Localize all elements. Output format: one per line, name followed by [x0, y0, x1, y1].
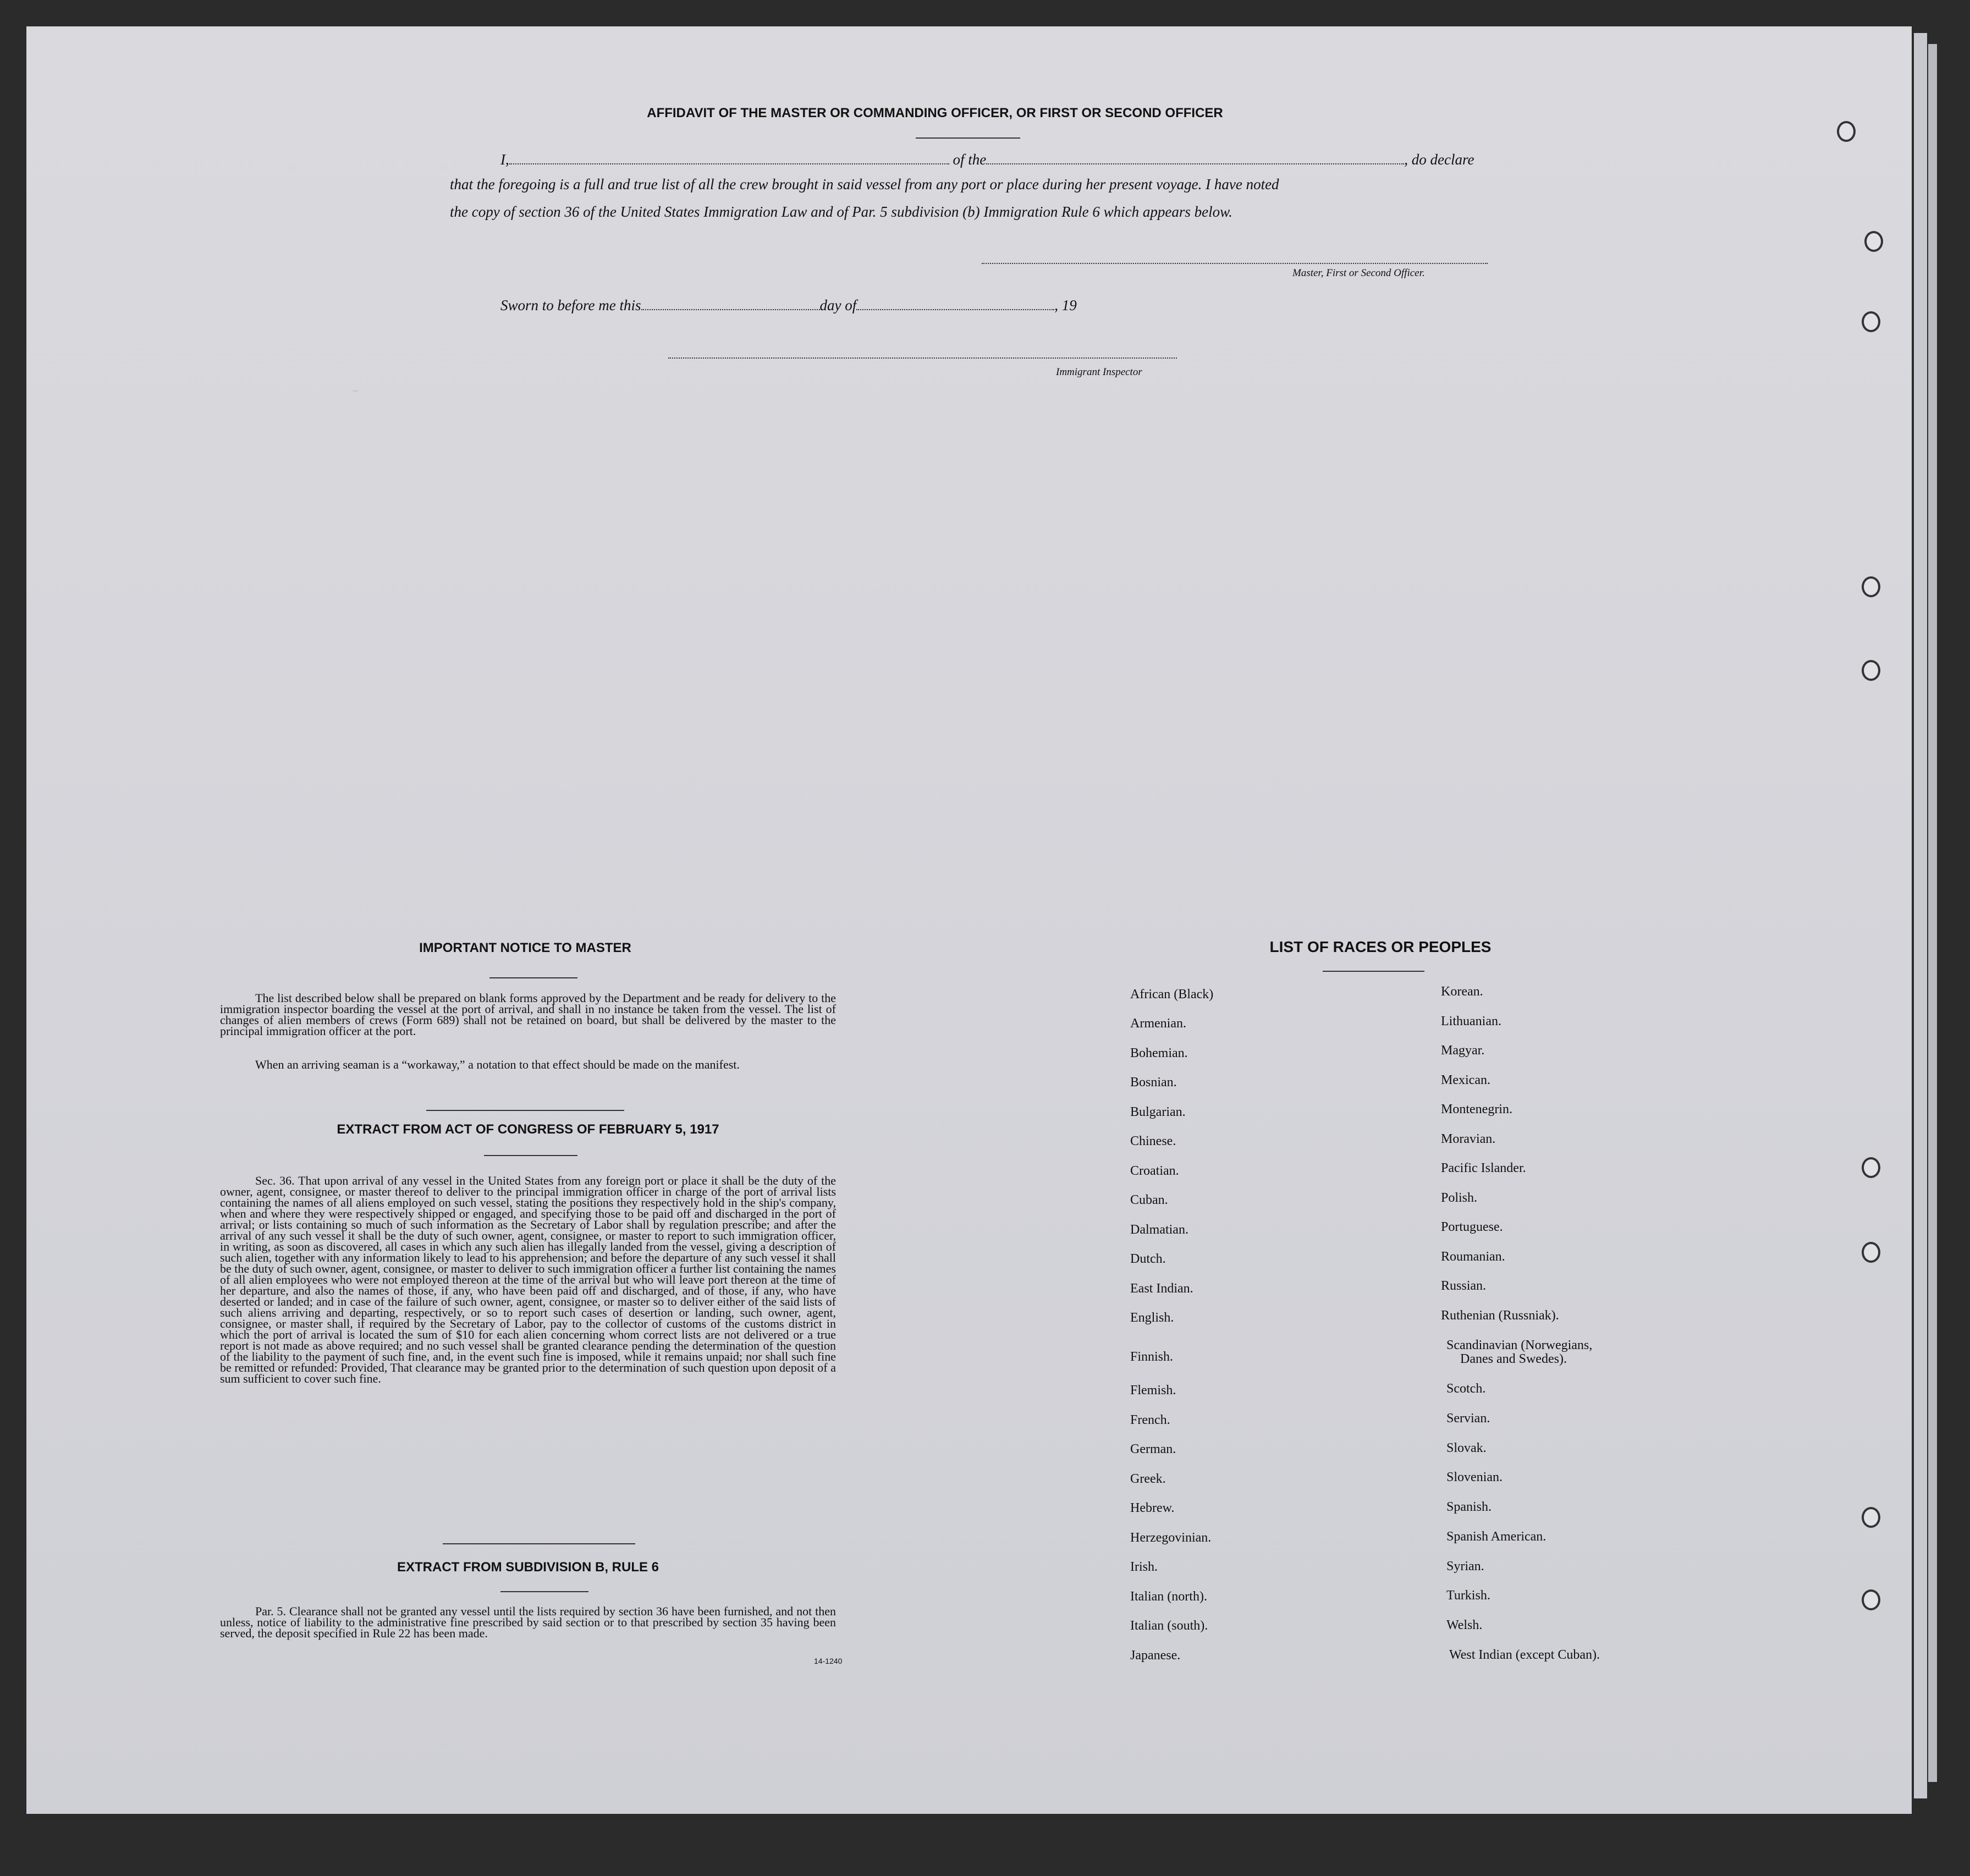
race-item: Bohemian. — [1130, 1046, 1188, 1060]
race-item: Dutch. — [1130, 1252, 1166, 1266]
race-item: Cuban. — [1130, 1193, 1168, 1207]
sworn-line — [500, 297, 1077, 314]
inspector-label: Immigrant Inspector — [1056, 366, 1142, 378]
page-edge — [1914, 33, 1927, 1798]
affidavit-line-1-suffix: , do declare — [1404, 151, 1474, 168]
extract-act-title: EXTRACT FROM ACT OF CONGRESS OF FEBRUARY 5, 1917 — [337, 1122, 719, 1137]
race-item: Japanese. — [1130, 1648, 1181, 1663]
race-item: Chinese. — [1130, 1134, 1176, 1148]
race-item: Greek. — [1130, 1472, 1166, 1486]
race-item: English. — [1130, 1311, 1174, 1325]
race-item: Finnish. — [1130, 1350, 1174, 1364]
extract-rule-title: EXTRACT FROM SUBDIVISION B, RULE 6 — [397, 1560, 659, 1575]
race-item: Bosnian. — [1130, 1075, 1177, 1090]
race-item: Spanish. — [1446, 1500, 1492, 1514]
divider — [484, 1155, 577, 1156]
race-item: Italian (south). — [1130, 1619, 1208, 1633]
race-item: Herzegovinian. — [1130, 1531, 1212, 1545]
vessel-blank — [986, 161, 1404, 164]
race-item: Lithuanian. — [1441, 1014, 1501, 1028]
form-number: 14-1240 — [814, 1657, 843, 1665]
divider — [443, 1543, 635, 1544]
affidavit-line-1-of: of the — [953, 151, 987, 168]
inspector-signature-line — [668, 357, 1177, 359]
race-item: Syrian. — [1446, 1559, 1484, 1574]
divider — [489, 977, 577, 978]
race-item: Danes and Swedes). — [1460, 1352, 1567, 1366]
binder-hole — [1837, 121, 1856, 142]
sworn-year: , 19 — [1054, 297, 1077, 313]
affidavit-line-1 — [500, 151, 1474, 168]
affidavit-title: AFFIDAVIT OF THE MASTER OR COMMANDING OFFICER, OR FIRST OR SECOND OFFICER — [647, 106, 1223, 120]
race-item: Bulgarian. — [1130, 1105, 1186, 1119]
race-item: West Indian (except Cuban). — [1449, 1648, 1600, 1662]
race-item: Welsh. — [1446, 1618, 1483, 1632]
sworn-day: day of — [819, 297, 857, 313]
race-item: Scandinavian (Norwegians, — [1446, 1338, 1593, 1352]
sworn-date-blank — [641, 307, 820, 310]
divider — [500, 1591, 588, 1592]
race-item: Scotch. — [1446, 1382, 1486, 1396]
race-item: Pacific Islander. — [1441, 1161, 1526, 1175]
notice-paragraph-2: When an arriving seaman is a “workaway,” a notation to that effect should be made on the manifest. — [255, 1058, 740, 1071]
race-item: East Indian. — [1130, 1281, 1193, 1296]
race-item: Korean. — [1441, 984, 1483, 999]
extract-rule-text: Par. 5. Clearance shall not be granted any vessel until the lists required by section 36 have been furnished, and not then unless, notice of liability to the administrative fine prescribed by said section or to that prescribed by section 35 having been served, the deposit specified in Rule 22 has been made. — [220, 1604, 836, 1640]
divider — [1323, 971, 1424, 972]
affidavit-line-3: the copy of section 36 of the United States Immigration Law and of Par. 5 subdivision (b) Immigration Rule 6 which appears below. — [450, 203, 1232, 220]
binder-hole — [1862, 1242, 1880, 1263]
race-item: Slovak. — [1446, 1441, 1487, 1455]
race-item: Italian (north). — [1130, 1589, 1207, 1604]
race-item: Irish. — [1130, 1560, 1158, 1574]
divider — [426, 1110, 624, 1111]
race-item: Flemish. — [1130, 1383, 1176, 1398]
binder-hole — [1862, 660, 1880, 681]
race-item: Polish. — [1441, 1191, 1478, 1205]
divider — [916, 137, 1020, 139]
binder-hole — [1864, 231, 1883, 252]
binder-hole — [1862, 1157, 1880, 1178]
document-page — [26, 26, 1912, 1814]
sworn-prefix: Sworn to before me this — [500, 297, 641, 313]
race-item: Moravian. — [1441, 1132, 1496, 1146]
race-item: Montenegrin. — [1441, 1102, 1512, 1116]
affidavit-line-1-prefix: I, — [500, 151, 509, 168]
notice-title: IMPORTANT NOTICE TO MASTER — [419, 940, 631, 955]
race-item: Ruthenian (Russniak). — [1441, 1308, 1559, 1323]
race-item: African (Black) — [1130, 987, 1214, 1002]
sworn-month-blank — [856, 307, 1054, 310]
page-edge-back — [1928, 44, 1937, 1782]
races-title: LIST OF RACES OR PEOPLES — [1269, 938, 1492, 955]
race-item: Turkish. — [1446, 1588, 1490, 1603]
race-item: French. — [1130, 1413, 1170, 1427]
race-item: Russian. — [1441, 1279, 1487, 1293]
race-item: Hebrew. — [1130, 1501, 1175, 1515]
binder-hole — [1862, 576, 1880, 597]
affidavit-line-2: that the foregoing is a full and true list of all the crew brought in said vessel from any port or place during her present voyage. I have noted — [450, 176, 1279, 192]
race-item: Croatian. — [1130, 1164, 1179, 1178]
name-blank — [509, 161, 949, 164]
binder-hole — [1862, 1507, 1880, 1528]
race-item: Slovenian. — [1446, 1470, 1503, 1484]
race-item: Portuguese. — [1441, 1220, 1503, 1234]
race-item: Magyar. — [1441, 1043, 1485, 1058]
master-signature-line — [982, 263, 1488, 264]
binder-hole — [1862, 311, 1880, 332]
master-label: Master, First or Second Officer. — [1292, 267, 1425, 279]
binder-hole — [1862, 1589, 1880, 1610]
notice-paragraph-1: The list described below shall be prepared on blank forms approved by the Department and be ready for delivery to the immigration inspector boarding the vessel at the port of arrival, and shall in no instance be taken from the vessel. The list of changes of alien members of crews (Form 689) shall not be retained on board, but shall be delivered by the master to the principal immigration officer at the port. — [220, 991, 836, 1038]
race-item: Armenian. — [1130, 1016, 1186, 1031]
race-item: Servian. — [1446, 1411, 1490, 1426]
race-item: Mexican. — [1441, 1073, 1490, 1087]
race-item: Spanish American. — [1446, 1530, 1547, 1544]
race-item: Dalmatian. — [1130, 1223, 1188, 1237]
extract-act-text: Sec. 36. That upon arrival of any vessel in the United States from any foreign port or place it shall be the duty of the owner, agent, consignee, or master thereof to deliver to the principal immigration officer in charge of the port of arrival lists containing the names of all aliens employed on such vessel, stating the positions they respectively hold in the ship's company, when and where they were respectively shipped or engaged, and specifying those to be paid off and discharged in the port of arrival; or lists containing so much of such information as the Secretary of Labor shall by regulation prescribe; and after the arrival of any such vessel it shall be the duty of such owner, agent, consignee, or master to report to such immigration officer, in writing, as soon as discovered, all cases in which any such alien has illegally landed from the vessel, giving a description of such alien, together with any information likely to lead to his apprehension; and before the departure of any such vessel it shall be the duty of such owner, agent, consignee, or master to deliver to such immigration officer a further list containing the names of all alien employees who were not employed thereon at the time of the arrival but who will leave port thereon at the time of her departure, and also the names of those, if any, who have been paid off and discharged, and of those, if any, who have deserted or landed; and in case of the failure of such owner, agent, consignee, or master so to deliver either of the said lists of such aliens arriving and departing, respectively, or so to report such cases of desertion or landing, such owner, agent, consignee, or master shall, if required by the Secretary of Labor, pay to the collector of customs of the customs district in which the port of arrival is located the sum of $10 for each alien concerning whom correct lists are not delivered or a true report is not made as above required; and no such vessel shall be granted clearance pending the determination of the question of the liability to the payment of such fine, and, in the event such fine is imposed, while it remains unpaid; nor shall such fine be remitted or refunded: Provided, That clearance may be granted prior to the determination of such question upon deposit of a sum sufficient to cover such fine. — [220, 1174, 836, 1385]
race-item: German. — [1130, 1442, 1176, 1456]
race-item: Roumanian. — [1441, 1250, 1505, 1264]
bleed-through-text: – — [352, 385, 359, 398]
